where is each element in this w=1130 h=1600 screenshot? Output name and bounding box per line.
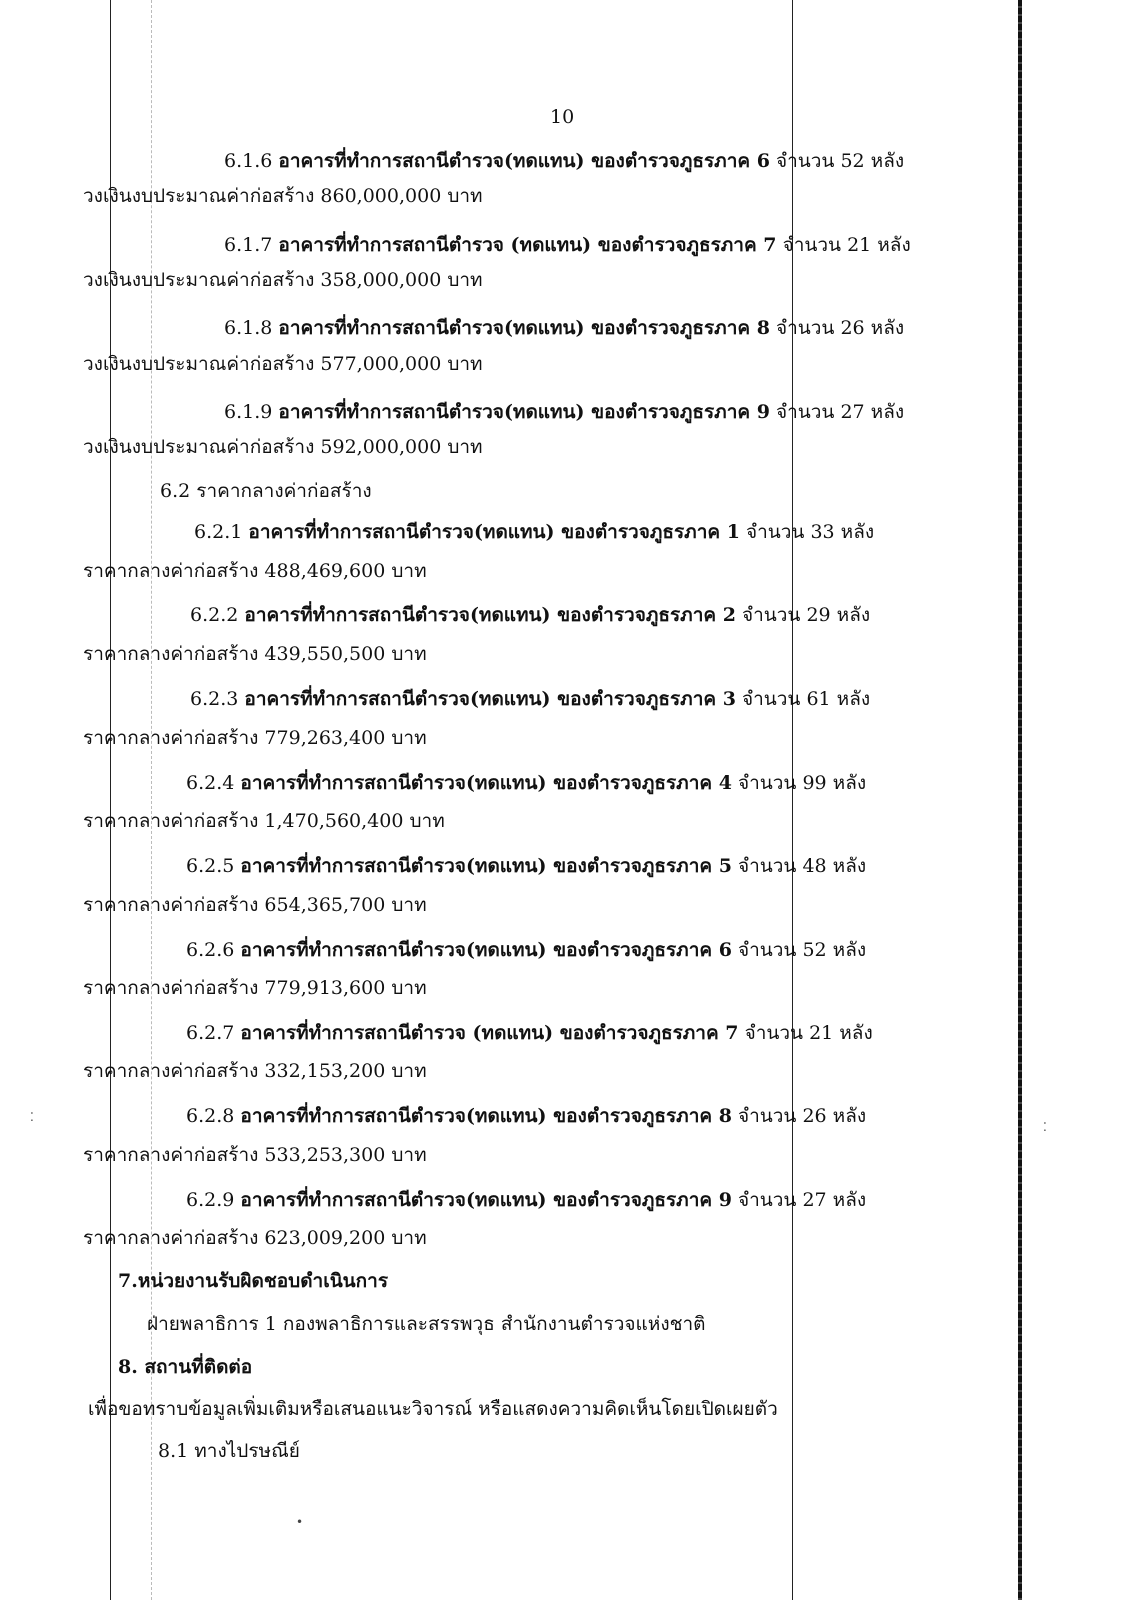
item-title: อาคารที่ทำการสถานีตำรวจ (ทดแทน) ของตำรวจภูธรภาค 7	[240, 1022, 739, 1044]
item-title: อาคารที่ทำการสถานีตำรวจ(ทดแทน) ของตำรวจภูธรภาค 6	[278, 150, 770, 172]
median-amount: ราคากลางค่าก่อสร้าง 623,009,200 บาท	[83, 1227, 427, 1249]
median-item-line	[186, 770, 866, 796]
median-item-line	[186, 853, 866, 879]
median-item-line	[186, 1103, 866, 1129]
item-count: จำนวน 29 หลัง	[741, 604, 871, 626]
item-count: จำนวน 99 หลัง	[737, 772, 867, 794]
item-number: 6.2.4	[186, 772, 235, 794]
section-8-heading: 8. สถานที่ติดต่อ	[118, 1356, 253, 1378]
budget-item-line	[224, 315, 904, 341]
item-title: อาคารที่ทำการสถานีตำรวจ(ทดแทน) ของตำรวจภูธรภาค 4	[240, 772, 732, 794]
median-amount: ราคากลางค่าก่อสร้าง 488,469,600 บาท	[83, 560, 427, 582]
item-number: 6.2.9	[186, 1189, 235, 1211]
section-7-heading: 7.หน่วยงานรับผิดชอบดำเนินการ	[118, 1270, 389, 1292]
page-number: 10	[550, 106, 575, 128]
budget-amount: วงเงินงบประมาณค่าก่อสร้าง 358,000,000 บาท	[83, 269, 483, 291]
scan-speck: ⁚	[30, 1110, 34, 1124]
median-item-line	[186, 937, 866, 963]
item-count: จำนวน 27 หลัง	[775, 401, 905, 423]
section-7-body: ฝ่ายพลาธิการ 1 กองพลาธิการและสรรพวุธ สำนักงานตำรวจแห่งชาติ	[147, 1313, 706, 1335]
median-amount: ราคากลางค่าก่อสร้าง 533,253,300 บาท	[83, 1144, 427, 1166]
item-count: จำนวน 61 หลัง	[741, 688, 871, 710]
budget-amount: วงเงินงบประมาณค่าก่อสร้าง 577,000,000 บาท	[83, 353, 483, 375]
item-count: จำนวน 21 หลัง	[744, 1022, 873, 1044]
median-item-line	[186, 1187, 866, 1213]
item-count: จำนวน 52 หลัง	[737, 939, 867, 961]
item-title: อาคารที่ทำการสถานีตำรวจ(ทดแทน) ของตำรวจภูธรภาค 5	[240, 855, 732, 877]
item-count: จำนวน 21 หลัง	[782, 234, 911, 256]
budget-amount: วงเงินงบประมาณค่าก่อสร้าง 592,000,000 บาท	[83, 436, 483, 458]
median-amount: ราคากลางค่าก่อสร้าง 779,913,600 บาท	[83, 977, 427, 999]
item-count: จำนวน 48 หลัง	[737, 855, 867, 877]
item-title: อาคารที่ทำการสถานีตำรวจ(ทดแทน) ของตำรวจภูธรภาค 1	[248, 521, 740, 543]
item-title: อาคารที่ทำการสถานีตำรวจ(ทดแทน) ของตำรวจภูธรภาค 3	[244, 688, 736, 710]
median-item-line	[190, 686, 870, 712]
item-number: 6.1.9	[224, 401, 273, 423]
item-number: 6.1.6	[224, 150, 273, 172]
item-count: จำนวน 26 หลัง	[775, 317, 905, 339]
section-6-2-heading: 6.2 ราคากลางค่าก่อสร้าง	[160, 480, 372, 502]
item-number: 6.2.1	[194, 521, 243, 543]
item-title: อาคารที่ทำการสถานีตำรวจ(ทดแทน) ของตำรวจภูธรภาค 2	[244, 604, 736, 626]
median-item-line	[186, 1020, 873, 1046]
item-count: จำนวน 52 หลัง	[775, 150, 905, 172]
budget-item-line	[224, 232, 911, 258]
median-amount: ราคากลางค่าก่อสร้าง 332,153,200 บาท	[83, 1060, 427, 1082]
item-number: 6.1.8	[224, 317, 273, 339]
item-count: จำนวน 26 หลัง	[737, 1105, 867, 1127]
median-amount: ราคากลางค่าก่อสร้าง 1,470,560,400 บาท	[83, 810, 445, 832]
item-number: 6.2.3	[190, 688, 239, 710]
budget-item-line	[224, 399, 904, 425]
item-title: อาคารที่ทำการสถานีตำรวจ(ทดแทน) ของตำรวจภูธรภาค 8	[278, 317, 770, 339]
item-number: 6.2.7	[186, 1022, 235, 1044]
item-title: อาคารที่ทำการสถานีตำรวจ(ทดแทน) ของตำรวจภูธรภาค 8	[240, 1105, 732, 1127]
scan-speck: •	[296, 1515, 304, 1529]
item-count: จำนวน 33 หลัง	[745, 521, 875, 543]
item-number: 6.2.6	[186, 939, 235, 961]
budget-item-line	[224, 148, 904, 174]
section-8-1: 8.1 ทางไปรษณีย์	[158, 1440, 300, 1462]
scan-left-rule	[110, 0, 111, 1600]
median-amount: ราคากลางค่าก่อสร้าง 779,263,400 บาท	[83, 727, 427, 749]
item-title: อาคารที่ทำการสถานีตำรวจ(ทดแทน) ของตำรวจภูธรภาค 9	[278, 401, 770, 423]
median-item-line	[194, 519, 874, 545]
item-title: อาคารที่ทำการสถานีตำรวจ(ทดแทน) ของตำรวจภูธรภาค 6	[240, 939, 732, 961]
item-number: 6.2.2	[190, 604, 239, 626]
section-8-body: เพื่อขอทราบข้อมูลเพิ่มเติมหรือเสนอแนะวิจารณ์ หรือแสดงความคิดเห็นโดยเปิดเผยตัว	[88, 1398, 778, 1420]
item-count: จำนวน 27 หลัง	[737, 1189, 867, 1211]
scan-speck: ⁚	[1043, 1120, 1047, 1134]
item-title: อาคารที่ทำการสถานีตำรวจ (ทดแทน) ของตำรวจภูธรภาค 7	[278, 234, 777, 256]
item-number: 6.1.7	[224, 234, 273, 256]
median-amount: ราคากลางค่าก่อสร้าง 654,365,700 บาท	[83, 894, 427, 916]
item-number: 6.2.5	[186, 855, 235, 877]
scan-right-edge	[1018, 0, 1022, 1600]
median-item-line	[190, 602, 870, 628]
median-amount: ราคากลางค่าก่อสร้าง 439,550,500 บาท	[83, 643, 427, 665]
budget-amount: วงเงินงบประมาณค่าก่อสร้าง 860,000,000 บาท	[83, 185, 483, 207]
item-number: 6.2.8	[186, 1105, 235, 1127]
item-title: อาคารที่ทำการสถานีตำรวจ(ทดแทน) ของตำรวจภูธรภาค 9	[240, 1189, 732, 1211]
